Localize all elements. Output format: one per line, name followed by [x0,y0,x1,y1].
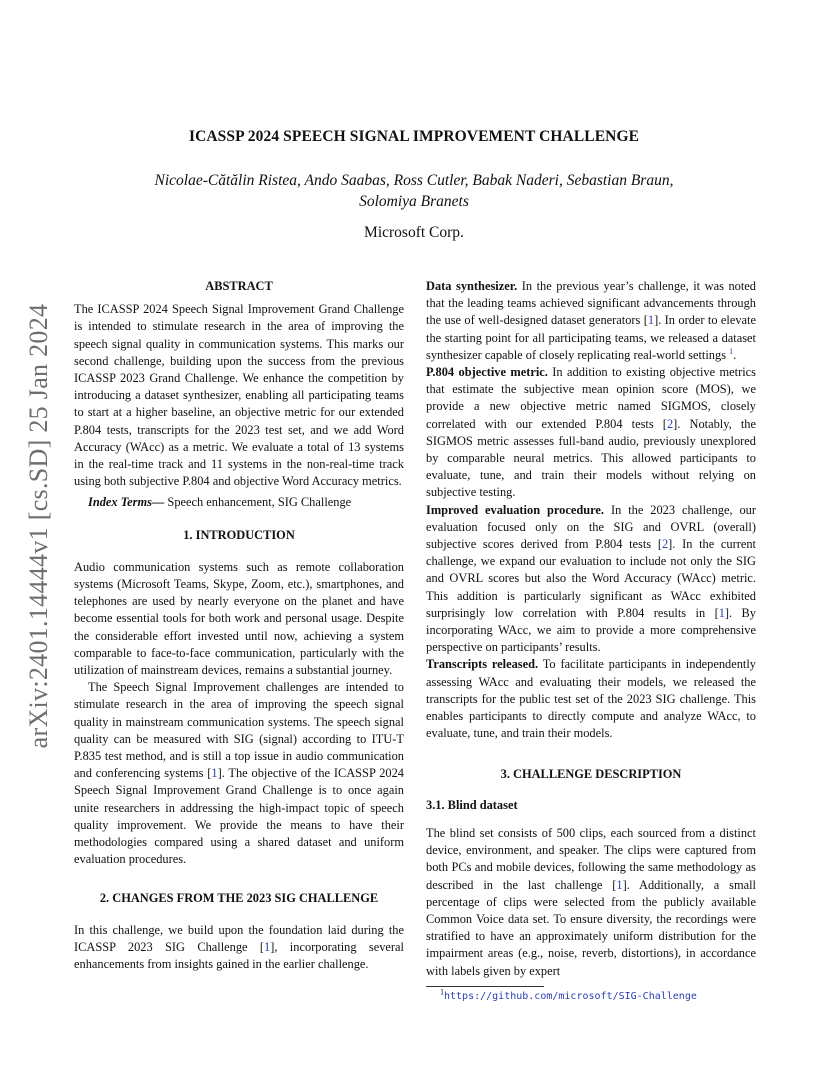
data-synthesizer-paragraph [426,278,756,364]
authors-line-2: Solomiya Branets [359,193,469,210]
arxiv-identifier: arXiv:2401.14444v1 [cs.SD] 25 Jan 2024 [24,303,53,749]
citation-link[interactable]: 1 [264,939,271,954]
citation-link[interactable]: 2 [666,416,674,431]
p804-label: P.804 objective metric. [426,365,548,380]
index-terms [74,494,404,511]
index-terms-label: Index Terms— [88,495,165,510]
citation-link[interactable]: 1 [647,313,655,328]
author-list [120,170,708,212]
intro-p2-text-b: ]. The objective of the ICASSP 2024 Speech Signal Improvement Grand Challenge is to once again unite researchers in addressing the high-impact topic of speech quality improvement. We provide the means to have their methodologies compared using a shared dataset and uniform evaluation procedures. [74,766,404,867]
citation-link[interactable]: 2 [661,537,669,552]
blind-dataset-paragraph [426,825,756,980]
transcripts-text: To facilitate participants in independently assessing WAcc and evaluating their models, we released the transcripts for the public test set of the 2023 SIG challenge. This enables participants to directly compute and analyze WAcc, to evaluate, tune, and train their models. [426,657,756,741]
intro-heading: 1. INTRODUCTION [183,527,295,542]
challenge-heading: 3. CHALLENGE DESCRIPTION [500,767,682,782]
changes-text-a: In this challenge, we build upon the foundation laid during the ICASSP 2023 SIG Challenge [ [74,922,404,954]
citation-link[interactable]: 1 [718,605,725,620]
paper-title: ICASSP 2024 SPEECH SIGNAL IMPROVEMENT CHALLENGE [188,128,640,145]
evaluation-label: Improved evaluation procedure. [426,502,605,517]
iep-text-c: ]. By incorporating WAcc, we aim to provide a more comprehensive perspective on participants’ results. [426,605,757,655]
ds-text-a: In the previous year’s challenge, it was noted that the leading teams achieved significant advancements through the use of well-designed dataset generators [ [426,279,757,328]
footnote-marker[interactable]: 1 [729,346,734,356]
iep-text-a: In the 2023 challenge, our evaluation focused only on the SIG and OVRL (overall) subjective scores derived from P.804 tests [ [426,502,756,552]
p804-text-b: ]. Notably, the SIGMOS metric assesses full-band audio, previously unexplored by comparable neural metrics. This allowed participants to evaluate, tune, and train their models without relying on subjective testing. [426,416,756,500]
authors-line-1: Nicolae-Cătălin Ristea, Ando Saabas, Ross Cutler, Babak Naderi, Sebastian Braun, [154,172,674,189]
intro-paragraph-2 [74,679,404,868]
abstract-heading: ABSTRACT [205,279,273,293]
arxiv-sidebar [22,292,56,760]
affiliation: Microsoft Corp. [364,224,464,241]
right-column [426,278,756,1003]
transcripts-paragraph [426,656,756,742]
changes-text-b: ], incorporating several enhancements from insights gained in the earlier challenge. [74,939,404,972]
blind-text-b: ]. Additionally, a small percentage of clips were selected from the publicly available Common Voice data set. To ensure diversity, the recordings were stratified to have an approximately uniform distribution for the impairment areas (e.g., noise, reverb, distortions), in accordance with labels given by expert [426,877,757,978]
p804-paragraph [426,364,756,502]
transcripts-label: Transcripts released. [426,657,539,672]
index-terms-text: Speech enhancement, SIG Challenge [167,495,352,510]
intro-paragraph-1: Audio communication systems such as remote collaboration systems (Microsoft Teams, Skype, Zoom, etc.), smartphones, and telephones are used by nearly everyone on the planet and have become essential tools for both work and personal usage. Despite the considerable effort invested until now, achieving a system comparable to face-to-face communication, particularly with the utilization of mainstream devices, remains a substantial journey. [74,559,404,678]
intro-p2-text-a: The Speech Signal Improvement challenges are intended to stimulate research in the area of improving the speech signal quality in mainstream communication systems. The speech signal quality can be measured with SIG (signal) according to ITU-T P.835 test method, and is still a top issue in audio communication and conferencing systems [ [74,680,404,781]
left-column [74,278,404,973]
footnote-number: 1 [440,987,444,997]
iep-text-b: ]. In the current challenge, we expand our evaluation to include not only the SIG and OVRL scores but also the Word Accuracy (WAcc) metric. This addition is particularly significant as WAcc exhibited surprisingly low correlation with P.804 results in [ [426,537,756,620]
footnote [426,987,756,1003]
citation-link[interactable]: 1 [211,766,218,781]
ds-text-b: ]. In order to elevate the starting point for all participating teams, we released a dataset synthesizer capable of closely replicating real-world settings [426,313,756,362]
footnote-url-link[interactable]: https://github.com/microsoft/SIG-Challenge [444,990,697,1002]
changes-heading: 2. CHANGES FROM THE 2023 SIG CHALLENGE [99,890,379,905]
citation-link[interactable]: 1 [616,877,623,892]
p804-text-a: In addition to existing objective metrics that estimate the subjective mean opinion score (MOS), we provide a new objective metric named SIGMOS, closely correlated with our extended P.804 tests [ [426,365,756,431]
blind-dataset-heading: 3.1. Blind dataset [426,797,518,812]
evaluation-paragraph [426,502,756,657]
data-synthesizer-label: Data synthesizer. [426,279,518,293]
blind-text-a: The blind set consists of 500 clips, each sourced from a distinct device, environment, and speaker. The clips were captured from both PCs and mobile devices, following the same methodology as described in the last challenge [ [426,825,756,892]
abstract-body: The ICASSP 2024 Speech Signal Improvement Grand Challenge is intended to stimulate research in the area of improving the speech signal quality in communication systems. This marks our second challenge, building upon the success from the previous ICASSP 2023 Grand Challenge. We enhance the competition by introducing a dataset synthesizer, enabling all participating teams to start at a higher baseline, an objective metric for our extended P.804 tests, transcripts for the 2023 test set, and we add Word Accuracy (WAcc) as a metric. We evaluate a total of 13 systems in the real-time track and 11 systems in the non-real-time track using both subjective P.804 and objective Word Accuracy metrics. [74,302,404,489]
changes-paragraph [74,922,404,974]
ds-text-c: . [733,347,737,362]
